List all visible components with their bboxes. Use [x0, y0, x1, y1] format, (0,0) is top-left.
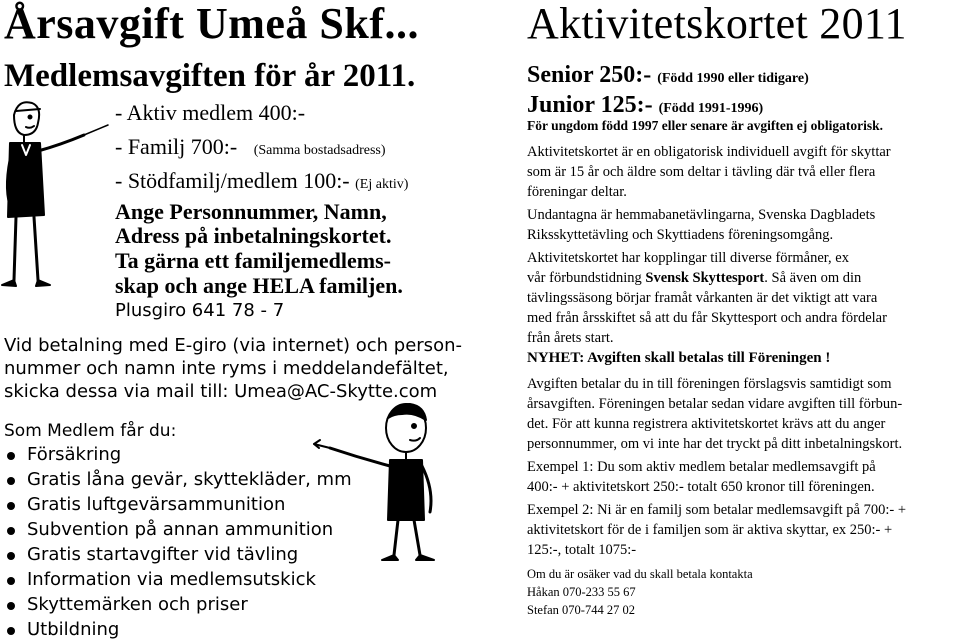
text-line: Exempel 2: Ni är en familj som betalar medlemsavgift på 700:- +: [527, 502, 907, 518]
benefit-label: Gratis startavgifter vid tävling: [27, 544, 299, 565]
text-line: med från årsskiftet så att du får Skyttesport och andra fördelar: [527, 310, 887, 326]
text-line: Avgiften betalar du in till föreningen förslagsvis samtidigt som: [527, 376, 892, 392]
pointing-man-illustration: [310, 400, 445, 565]
price-senior: [527, 62, 809, 89]
benefits-heading: Som Medlem får du:: [4, 421, 177, 441]
plusgiro: Plusgiro 641 78 - 7: [115, 300, 285, 321]
contact-line: Stefan 070-744 27 02: [527, 603, 635, 617]
text-line: aktivitetskort för de i familjen som är aktiva skyttar, ex 250:- +: [527, 522, 893, 538]
fee-note: (Ej aktiv): [355, 177, 409, 192]
list-item: [4, 542, 352, 567]
list-item: [4, 492, 352, 517]
bullet-icon: [7, 627, 15, 635]
text-line: Aktivitetskortet har kopplingar till diverse förmåner, ex: [527, 250, 849, 266]
news-heading: NYHET: Avgiften skall betalas till Föreningen !: [527, 350, 831, 366]
fee-stodfamilj: [115, 168, 408, 194]
bullet-icon: [7, 602, 15, 610]
benefit-label: Information via medlemsutskick: [27, 569, 316, 590]
benefits-list: [4, 442, 352, 642]
benefit-label: Försäkring: [27, 444, 122, 465]
text-span: . Så även om din: [764, 270, 862, 286]
price-junior: [527, 92, 763, 119]
payment-line: Vid betalning med E-giro (via internet) och person-: [4, 335, 462, 356]
paragraph-3: [527, 248, 887, 348]
text-line: 400:- + aktivitetskort 250:- totalt 650 kronor till föreningen.: [527, 479, 875, 495]
payment-line: nummer och namn inte ryms i meddelandefältet,: [4, 358, 449, 379]
bullet-icon: [7, 502, 15, 510]
bullet-icon: [7, 552, 15, 560]
benefit-label: Gratis låna gevär, skyttekläder, mm: [27, 469, 352, 490]
paragraph-4: [527, 374, 902, 454]
left-title: Årsavgift Umeå Skf...: [4, 0, 420, 48]
paragraph-2: [527, 205, 875, 245]
payment-note: [4, 334, 462, 403]
text-line: Aktivitetskortet är en obligatorisk individuell avgift för skyttar: [527, 144, 891, 160]
contact-block: [527, 565, 753, 619]
payment-line: skicka dessa via mail till: Umea@AC-Skytte.com: [4, 381, 438, 402]
text-line: personnummer, om vi inte har det tryckt på ditt inbetalningskort.: [527, 436, 903, 452]
fee-label: - Familj 700:-: [115, 134, 238, 159]
text-line: Undantagna är hemmabanetävlingarna, Svenska Dagbladets: [527, 207, 876, 223]
benefit-label: Utbildning: [27, 619, 120, 640]
price-label: Senior 250:-: [527, 62, 652, 88]
text-line: 125:-, totalt 1075:-: [527, 542, 637, 558]
fee-aktiv: [115, 100, 305, 126]
text-line: årsavgiften. Föreningen betalar sedan vidare avgiften till förbun-: [527, 396, 903, 412]
text-line: Riksskyttetävling och Skyttiadens föreningsomgång.: [527, 227, 834, 243]
bullet-icon: [7, 477, 15, 485]
list-item: [4, 592, 352, 617]
instruction-line: Adress på inbetalningskortet.: [115, 223, 392, 248]
price-note: (Född 1990 eller tidigare): [657, 71, 809, 86]
fee-familj: [115, 134, 386, 160]
bullet-icon: [7, 452, 15, 460]
list-item: [4, 442, 352, 467]
example-1: [527, 457, 876, 497]
text-line: tävlingssäsong börjar framåt vårkanten är det viktigt att vara: [527, 290, 878, 306]
bullet-icon: [7, 577, 15, 585]
instruction-line: Ta gärna ett familjemedlems-: [115, 248, 391, 273]
contact-line: Håkan 070-233 55 67: [527, 585, 636, 599]
list-item: [4, 567, 352, 592]
right-title: Aktivitetskortet 2011: [527, 0, 907, 48]
paragraph-1: [527, 142, 891, 202]
text-line: föreningar deltar.: [527, 184, 627, 200]
text-span: vår förbundstidning: [527, 270, 646, 286]
young-note: För ungdom född 1997 eller senare är avgiften ej obligatorisk.: [527, 118, 883, 133]
fee-label: - Aktiv medlem 400:-: [115, 100, 306, 125]
bullet-icon: [7, 527, 15, 535]
benefit-label: Skyttemärken och priser: [27, 594, 248, 615]
price-note: (Född 1991-1996): [658, 101, 764, 116]
benefit-label: Gratis luftgevärsammunition: [27, 494, 286, 515]
list-item: [4, 467, 352, 492]
instruction-line: skap och ange HELA familjen.: [115, 273, 403, 298]
instruction-line: Ange Personnummer, Namn,: [115, 199, 387, 224]
list-item: [4, 517, 352, 542]
magazine-name: Svensk Skyttesport: [645, 270, 765, 286]
list-item: [4, 617, 352, 642]
example-2: [527, 500, 906, 560]
pointing-figure-illustration: [0, 95, 110, 305]
fee-label: - Stödfamilj/medlem 100:-: [115, 168, 350, 193]
text-line: [527, 268, 887, 288]
price-label: Junior 125:-: [527, 92, 653, 118]
left-subtitle: Medlemsavgiften för år 2011.: [4, 58, 416, 94]
text-line: från årets start.: [527, 330, 614, 346]
text-line: Exempel 1: Du som aktiv medlem betalar medlemsavgift på: [527, 459, 876, 475]
text-line: det. För att kunna registrera aktivitetskortet krävs att du anger: [527, 416, 886, 432]
text-line: som är 15 år och äldre som deltar i tävling där två eller flera: [527, 164, 876, 180]
fee-note: (Samma bostadsadress): [253, 143, 386, 158]
benefit-label: Subvention på annan ammunition: [27, 519, 334, 540]
contact-heading: Om du är osäker vad du skall betala kontakta: [527, 567, 753, 581]
